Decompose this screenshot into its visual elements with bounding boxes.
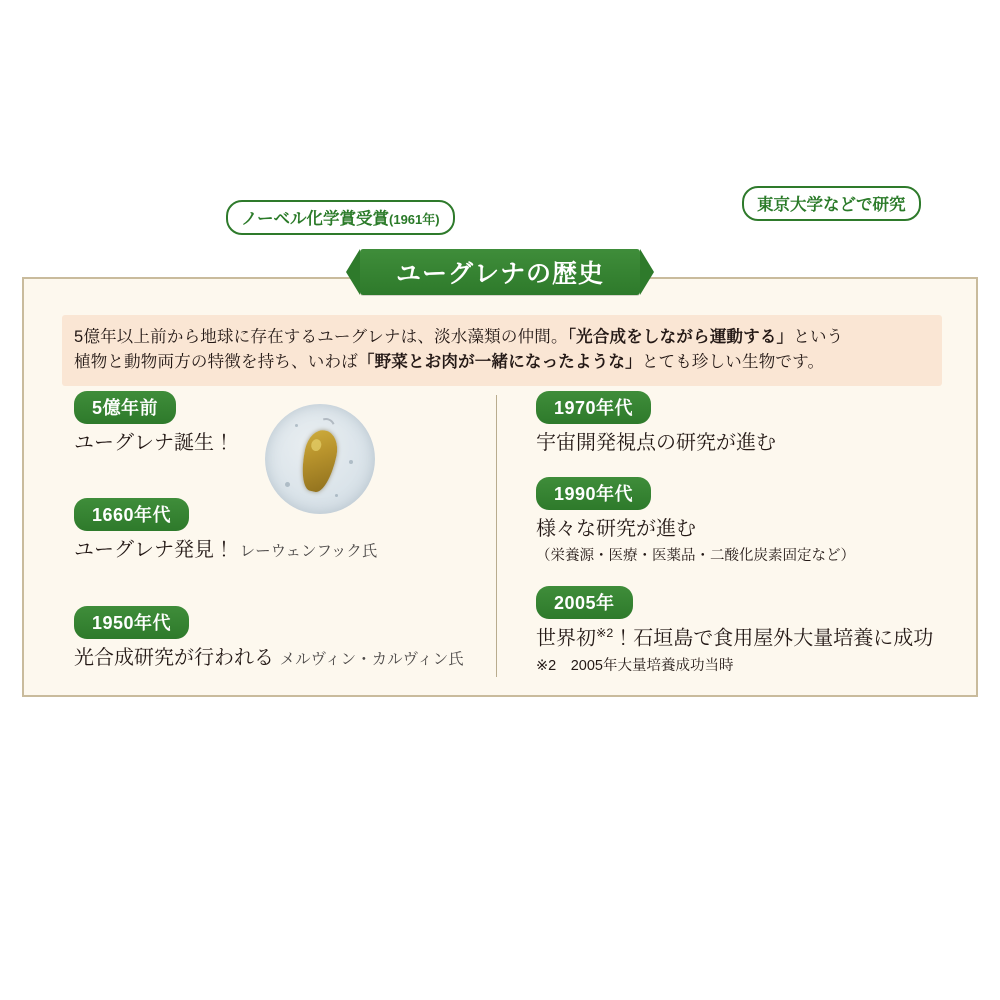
callout-todai-text: 東京大学などで研究 [757, 196, 906, 214]
timeline-body-1990 [536, 517, 855, 542]
timeline-footnote-marker-2005: ※2 [596, 626, 614, 640]
timeline-column-right [514, 391, 962, 681]
lead-line-1-emphasis: 「光合成をしながら運動する」 [567, 328, 794, 346]
timeline-pill-1660: 1660年代 [74, 498, 189, 531]
timeline-body-text-2005-pre: 世界初 [536, 627, 596, 650]
timeline-pill-1990: 1990年代 [536, 477, 651, 510]
callout-nobel-main: ノーベル化学賞受賞 [241, 210, 390, 228]
lead-line-1-part-a: 5億年以上前から地球に存在するユーグレナは、淡水藻類の仲間。 [74, 328, 568, 346]
lead-line-2-part-a: 植物と動物両方の特徴を持ち、いわば [74, 352, 358, 371]
callout-nobel-prize [226, 200, 455, 235]
timeline-body-1950 [74, 646, 464, 671]
photo-speck [349, 460, 353, 464]
timeline-body-2005 [536, 626, 933, 652]
lead-line-1-part-c: という [793, 328, 844, 346]
callout-nobel-year: (1961年) [389, 212, 440, 227]
timeline-entry-1990 [536, 477, 855, 565]
lead-line-2-emphasis: 「野菜とお肉が一緒になったような」 [357, 352, 642, 371]
photo-speck [335, 494, 338, 497]
timeline-pill-2005: 2005年 [536, 586, 633, 619]
timeline-entry-1970 [536, 391, 776, 456]
lead-line-1 [74, 325, 930, 350]
lead-line-2 [74, 350, 930, 375]
timeline-note-2005: ※2 2005年大量培養成功当時 [536, 657, 734, 674]
lead-line-2-part-c: とても珍しい生物です。 [641, 352, 825, 371]
lead-paragraph [62, 315, 942, 386]
page-title [360, 249, 640, 295]
timeline-body-text-5oku: ユーグレナ誕生！ [74, 432, 234, 454]
page-title-text: ユーグレナの歴史 [395, 260, 604, 288]
timeline-pill-1970: 1970年代 [536, 391, 651, 424]
timeline-pill-5oku: 5億年前 [74, 391, 176, 424]
euglena-microscope-photo [265, 404, 375, 514]
timeline-body-text-1950: 光合成研究が行われる [74, 647, 274, 669]
timeline-subtext-1950: メルヴィン・カルヴィン氏 [279, 651, 464, 668]
timeline-body-1970 [536, 431, 776, 456]
timeline-pill-1950: 1950年代 [74, 606, 189, 639]
timeline-entry-2005 [536, 586, 933, 675]
timeline-subtext-1660: レーウェンフック氏 [239, 543, 378, 560]
photo-speck [295, 424, 298, 427]
timeline-body-5oku [74, 431, 234, 456]
timeline-body-text-2005-post: ！石垣島で食用屋外大量培養に成功 [613, 627, 934, 650]
title-ribbon [360, 249, 640, 295]
photo-speck [285, 482, 290, 487]
timeline-body-text-1660: ユーグレナ発見！ [74, 539, 234, 561]
timeline-body-text-1990: 様々な研究が進む [536, 518, 696, 540]
timeline-columns [44, 391, 960, 681]
timeline-entry-1950 [74, 606, 464, 671]
history-panel [22, 277, 978, 697]
callout-todai-research [742, 186, 921, 221]
timeline-note-1990: （栄養源・医療・医薬品・二酸化炭素固定など） [536, 548, 855, 564]
timeline-body-1660 [74, 538, 377, 563]
timeline-body-text-1970: 宇宙開発視点の研究が進む [536, 432, 776, 454]
timeline-entry-5oku [74, 391, 234, 456]
